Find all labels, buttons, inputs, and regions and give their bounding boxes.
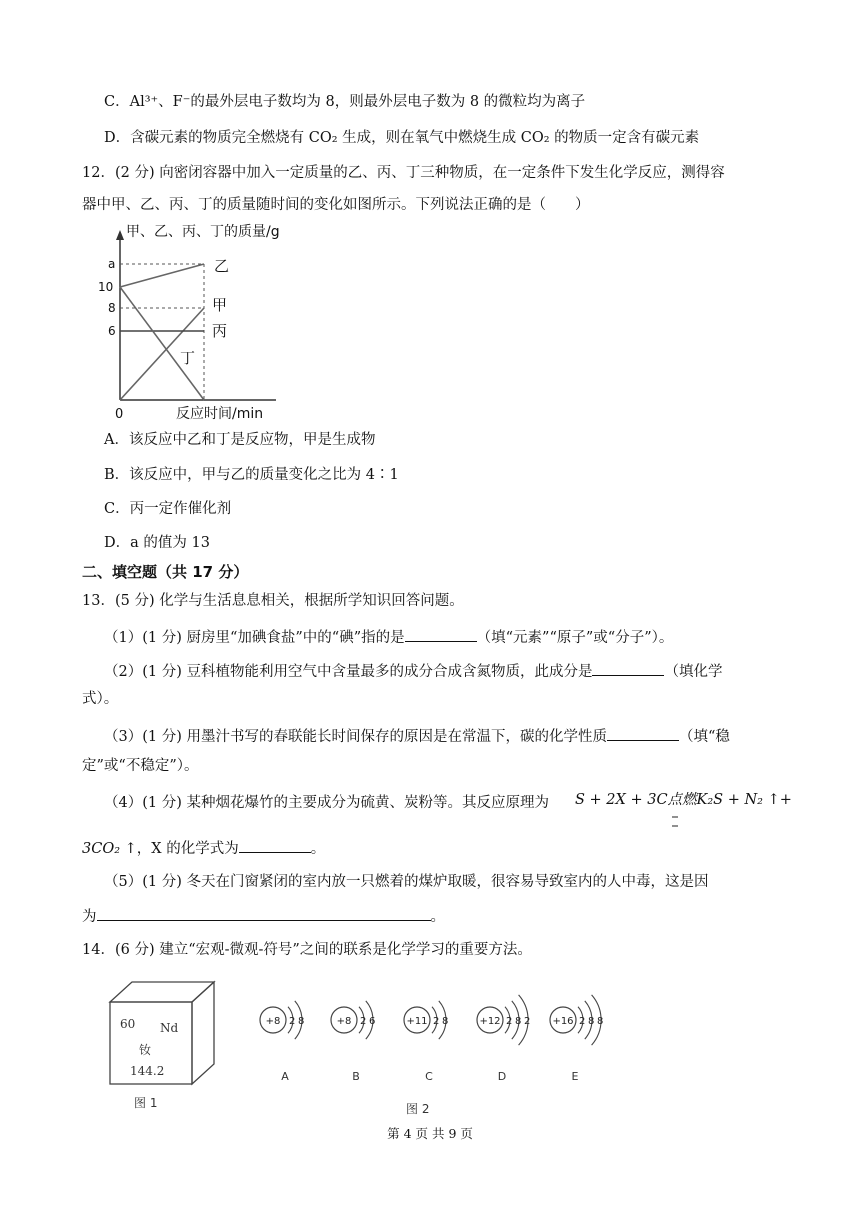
element-symbol: Nd xyxy=(160,1021,179,1035)
chart-y-axis-label: 甲、乙、丙、丁的质量/g xyxy=(126,224,280,240)
q13-reaction-equation: S + 2X + 3C点燃K₂S + N₂ ↑+ xyxy=(575,792,792,808)
shell-electron-count: 6 xyxy=(369,1016,376,1027)
q12-option-b: B．该反应中，甲与乙的质量变化之比为 4∶1 xyxy=(104,467,399,483)
q13-equation-co2: 3CO₂ ↑ xyxy=(82,841,137,857)
q13-part2-text-b: （填化学 xyxy=(664,664,723,680)
figure1-element-cell xyxy=(102,980,222,1110)
tick-10: 10 xyxy=(98,280,114,294)
atom-label: B xyxy=(352,1070,360,1083)
atom-diagram-e xyxy=(550,995,603,1083)
q13-part4-text-b: ，X 的化学式为 xyxy=(136,841,239,857)
shell-electron-count: 8 xyxy=(298,1016,305,1027)
nucleus-charge: +8 xyxy=(336,1016,352,1027)
atom-label: D xyxy=(497,1070,507,1083)
tick-8: 8 xyxy=(108,301,116,315)
shell-electron-count: 8 xyxy=(588,1016,595,1027)
q12-stem-line2: 器中甲、乙、丙、丁的质量随时间的变化如图所示。下列说法正确的是（ ） xyxy=(82,197,590,213)
shell-electron-count: 2 xyxy=(433,1016,440,1027)
shell-electron-count: 2 xyxy=(524,1016,531,1027)
atom-diagram-d xyxy=(477,995,530,1083)
q14-stem: 14．(6 分) 建立“宏观-微观-符号”之间的联系是化学学习的重要方法。 xyxy=(82,942,532,958)
nucleus-charge: +16 xyxy=(552,1016,574,1027)
atom-label: E xyxy=(571,1070,579,1083)
q13-part5: （5）(1 分) 冬天在门窗紧闭的室内放一只燃着的煤炉取暖，很容易导致室内的人中毒，这是因 xyxy=(104,874,709,890)
q13-part5-cont xyxy=(82,905,445,927)
q13-part5-answer-blank[interactable] xyxy=(97,905,431,921)
atom-diagram-a xyxy=(260,1001,304,1083)
series-jia-label: 甲 xyxy=(212,296,228,314)
tick-origin: 0 xyxy=(115,407,124,422)
q13-part3-text-a: （3）(1 分) 用墨汁书写的春联能长时间保存的原因是在常温下，碳的化学性质 xyxy=(104,729,607,745)
q13-part2-text-a: （2）(1 分) 豆科植物能利用空气中含量最多的成分合成含氮物质，此成分是 xyxy=(104,664,593,680)
figure2-atom-structures xyxy=(240,970,620,1120)
series-ding-label: 丁 xyxy=(180,349,196,367)
nucleus-charge: +8 xyxy=(265,1016,281,1027)
q13-part4-text-a: （4）(1 分) 某种烟花爆竹的主要成分为硫黄、炭粉等。其反应原理为 xyxy=(104,795,549,811)
q12-option-a: A．该反应中乙和丁是反应物，甲是生成物 xyxy=(104,432,376,448)
q13-part2-answer-blank[interactable] xyxy=(592,660,664,676)
tick-6: 6 xyxy=(108,324,116,338)
q11-option-d: D．含碳元素的物质完全燃烧有 CO₂ 生成，则在氧气中燃烧生成 CO₂ 的物质一定含有碳元素 xyxy=(104,130,700,146)
element-atomic-number: 60 xyxy=(120,1017,136,1031)
shell-electron-count: 2 xyxy=(289,1016,296,1027)
atom-diagram-c xyxy=(404,1001,448,1083)
q12-stem-line1: 12．(2 分) 向密闭容器中加入一定质量的乙、丙、丁三种物质，在一定条件下发生化学反应，测得容 xyxy=(82,165,725,181)
q13-part4-text-c: 。 xyxy=(310,841,326,857)
q13-part3-text-b: （填“稳 xyxy=(678,729,730,745)
q13-stem: 13．(5 分) 化学与生活息息相关，根据所学知识回答问题。 xyxy=(82,593,464,609)
q12-mass-time-chart xyxy=(96,218,286,426)
figure1-caption: 图 1 xyxy=(134,1096,158,1110)
section-title-fill-in: 二、填空题（共 17 分） xyxy=(82,563,249,581)
atom-label: C xyxy=(425,1070,433,1083)
q13-part3-answer-blank[interactable] xyxy=(607,725,679,741)
series-yi-line xyxy=(120,264,204,287)
atom-label: A xyxy=(281,1070,289,1083)
figure2-caption: 图 2 xyxy=(406,1102,430,1116)
q13-part2-cont: 式）。 xyxy=(82,691,119,707)
shell-electron-count: 2 xyxy=(579,1016,586,1027)
shell-electron-count: 2 xyxy=(360,1016,367,1027)
q13-part1 xyxy=(104,626,673,648)
atom-diagram-b xyxy=(331,1001,375,1083)
q13-part4-cont xyxy=(82,837,325,859)
q13-part3-cont: 定”或“不稳定”）。 xyxy=(82,758,199,774)
q13-part1-text-b: （填“元素”“原子”或“分子”）。 xyxy=(476,630,674,646)
element-name: 钕 xyxy=(139,1043,152,1057)
q12-option-c: C．丙一定作催化剂 xyxy=(104,501,232,517)
shell-electron-count: 8 xyxy=(597,1016,604,1027)
page-footer: 第 4 页 共 9 页 xyxy=(387,1126,473,1141)
nucleus-charge: +11 xyxy=(406,1016,428,1027)
q13-part4 xyxy=(104,793,549,813)
nucleus-charge: +12 xyxy=(479,1016,501,1027)
chart-x-axis-label: 反应时间/min xyxy=(176,406,264,422)
shell-electron-count: 8 xyxy=(515,1016,522,1027)
series-bing-label: 丙 xyxy=(212,322,228,340)
equation-arrow-marks xyxy=(670,814,682,830)
shell-electron-count: 2 xyxy=(506,1016,513,1027)
q13-part2 xyxy=(104,660,722,682)
series-ding-line xyxy=(120,287,204,400)
series-yi-label: 乙 xyxy=(214,257,230,275)
q13-part1-text-a: （1）(1 分) 厨房里“加碘食盐”中的“碘”指的是 xyxy=(104,630,405,646)
shell-electron-count: 8 xyxy=(442,1016,449,1027)
q13-part3 xyxy=(104,725,730,747)
q13-part4-answer-blank[interactable] xyxy=(239,837,311,853)
q12-option-d: D．a 的值为 13 xyxy=(104,535,210,551)
q13-part1-answer-blank[interactable] xyxy=(405,626,477,642)
q11-option-c: C．Al³⁺、F⁻的最外层电子数均为 8，则最外层电子数为 8 的微粒均为离子 xyxy=(104,94,586,110)
element-atomic-mass: 144.2 xyxy=(130,1064,165,1078)
q13-part5-text-b: 为 xyxy=(82,909,97,925)
chart-y-arrow xyxy=(116,230,124,240)
q13-part5-text-c: 。 xyxy=(430,909,445,925)
tick-a: a xyxy=(108,257,116,271)
